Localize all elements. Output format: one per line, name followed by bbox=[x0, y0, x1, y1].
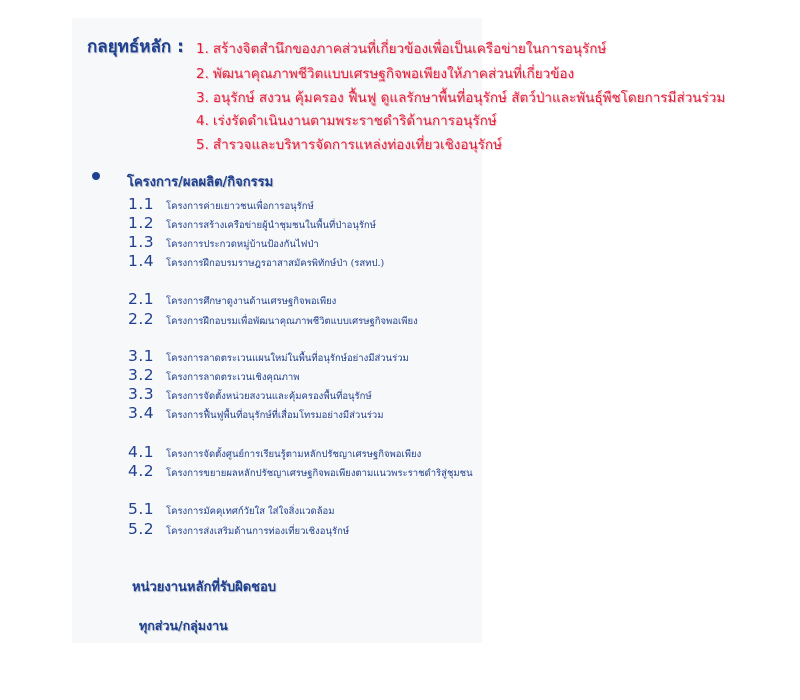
strategy-item bbox=[196, 133, 502, 155]
project-name: โครงการขยายผลหลักปรัชญาเศรษฐกิจพอเพียงตามแนวพระราชดำริสู่ชุมชน bbox=[166, 468, 473, 479]
project-name: โครงการฟื้นฟูพื้นที่อนุรักษ์ที่เสื่อมโทรมอย่างมีส่วนร่วม bbox=[166, 410, 384, 421]
strategy-item bbox=[196, 86, 725, 108]
strategy-item bbox=[196, 109, 497, 131]
project-name: โครงการศึกษาดูงานด้านเศรษฐกิจพอเพียง bbox=[166, 296, 337, 307]
project-number: 4.1 bbox=[128, 443, 155, 461]
strategy-item-text: อนุรักษ์ สงวน คุ้มครอง ฟื้นฟู ดูแลรักษาพื้นที่อนุรักษ์ สัตว์ป่าและพันธุ์พืชโดยการมีส่วนร่วม bbox=[212, 90, 726, 106]
project-number: 3.1 bbox=[128, 347, 155, 365]
project-number: 1.3 bbox=[128, 233, 155, 251]
strategy-item-number: 4. bbox=[196, 113, 209, 129]
strategy-item-number: 2. bbox=[196, 66, 209, 82]
project-name: โครงการลาดตระเวนเชิงคุณภาพ bbox=[166, 372, 300, 383]
strategy-item-number: 5. bbox=[196, 137, 209, 153]
project-item bbox=[128, 214, 376, 233]
strategy-item bbox=[196, 37, 606, 59]
project-name: โครงการประกวดหมู่บ้านป้องกันไฟป่า bbox=[166, 239, 319, 250]
project-item bbox=[128, 233, 319, 252]
project-number: 1.4 bbox=[128, 252, 155, 270]
project-item bbox=[128, 385, 372, 404]
projects-heading: โครงการ/ผลผลิต/กิจกรรม bbox=[127, 175, 274, 190]
strategy-item bbox=[196, 62, 574, 84]
strategy-heading-colon: : bbox=[177, 37, 184, 57]
strategy-heading bbox=[87, 33, 184, 60]
project-item bbox=[128, 347, 409, 366]
project-name: โครงการจัดตั้งศูนย์การเรียนรู้ตามหลักปรัชญาเศรษฐกิจพอเพียง bbox=[166, 449, 422, 460]
project-name: โครงการสร้างเครือข่ายผู้นำชุมชนในพื้นที่ป่าอนุรักษ์ bbox=[166, 220, 376, 231]
project-number: 2.2 bbox=[128, 310, 155, 328]
project-item bbox=[128, 366, 300, 385]
strategy-item-text: พัฒนาคุณภาพชีวิตแบบเศรษฐกิจพอเพียงให้ภาคส่วนที่เกี่ยวข้อง bbox=[212, 66, 575, 82]
project-number: 1.2 bbox=[128, 214, 155, 232]
project-item bbox=[128, 500, 335, 519]
project-item bbox=[128, 195, 314, 214]
responsible-unit-heading: หน่วยงานหลักที่รับผิดชอบ bbox=[132, 580, 277, 595]
project-number: 2.1 bbox=[128, 290, 155, 308]
project-number: 3.2 bbox=[128, 366, 155, 384]
project-number: 3.3 bbox=[128, 385, 155, 403]
project-number: 5.1 bbox=[128, 500, 155, 518]
bullet-icon bbox=[92, 172, 100, 180]
project-item bbox=[128, 404, 384, 423]
project-number: 3.4 bbox=[128, 404, 155, 422]
project-number: 4.2 bbox=[128, 462, 155, 480]
project-name: โครงการมัคคุเทศก์วัยใส ใส่ใจสิ่งแวดล้อม bbox=[166, 506, 335, 517]
project-name: โครงการฝึกอบรมเพื่อพัฒนาคุณภาพชีวิตแบบเศรษฐกิจพอเพียง bbox=[166, 316, 418, 327]
strategy-item-text: สำรวจและบริหารจัดการแหล่งท่องเที่ยวเชิงอนุรักษ์ bbox=[212, 137, 503, 153]
project-item bbox=[128, 290, 336, 309]
project-name: โครงการฝึกอบรมราษฎรอาสาสมัครพิทักษ์ป่า (รสทป.) bbox=[166, 258, 385, 269]
project-number: 5.2 bbox=[128, 520, 155, 538]
project-name: โครงการจัดตั้งหน่วยสงวนและคุ้มครองพื้นที่อนุรักษ์ bbox=[166, 391, 372, 402]
strategy-item-number: 3. bbox=[196, 90, 209, 106]
responsible-unit-value: ทุกส่วน/กลุ่มงาน bbox=[139, 618, 228, 633]
strategy-item-number: 1. bbox=[196, 41, 209, 57]
strategy-item-text: สร้างจิตสำนึกของภาคส่วนที่เกี่ยวข้องเพื่อเป็นเครือข่ายในการอนุรักษ์ bbox=[212, 41, 607, 57]
project-name: โครงการลาดตระเวนแผนใหม่ในพื้นที่อนุรักษ์อย่างมีส่วนร่วม bbox=[166, 353, 409, 364]
project-item bbox=[128, 520, 349, 539]
strategy-item-text: เร่งรัดดำเนินงานตามพระราชดำริด้านการอนุรักษ์ bbox=[212, 113, 497, 129]
project-name: โครงการค่ายเยาวชนเพื่อการอนุรักษ์ bbox=[166, 201, 314, 212]
strategy-heading-text: กลยุทธ์หลัก bbox=[87, 37, 172, 57]
project-number: 1.1 bbox=[128, 195, 155, 213]
project-item bbox=[128, 310, 418, 329]
project-item bbox=[128, 462, 473, 481]
project-item bbox=[128, 252, 384, 271]
project-name: โครงการส่งเสริมด้านการท่องเที่ยวเชิงอนุรักษ์ bbox=[166, 526, 350, 537]
project-item bbox=[128, 443, 421, 462]
